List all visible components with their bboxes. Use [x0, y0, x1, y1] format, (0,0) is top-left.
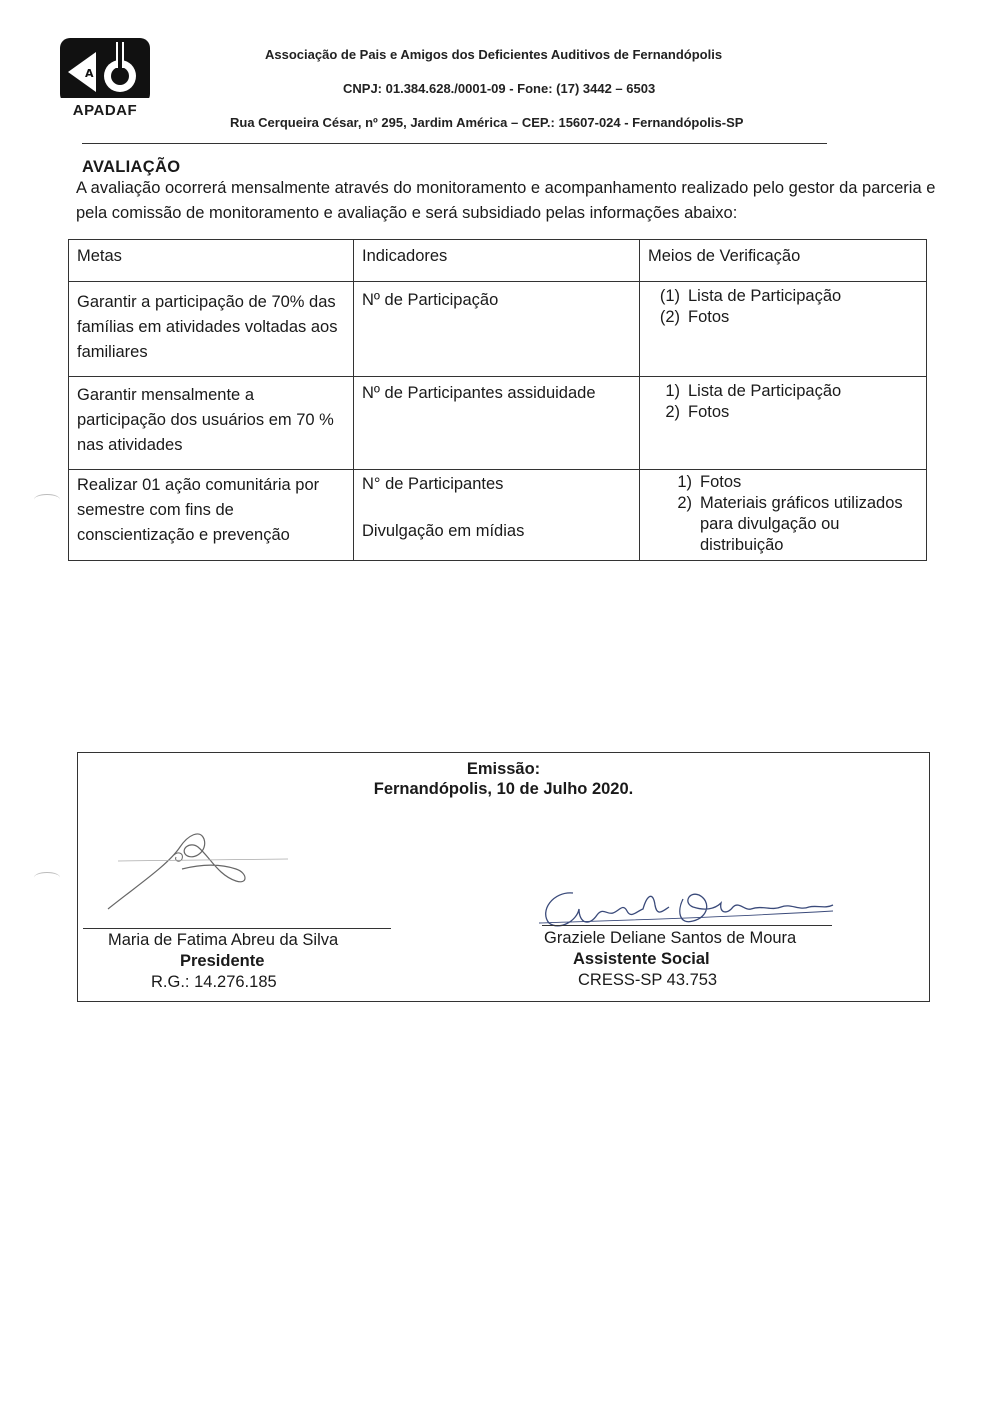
header-meios: Meios de Verificação [640, 240, 927, 282]
indicator-cell [354, 377, 640, 470]
meta-cell: Garantir a participação de 70% das famílias em atividades voltadas aos familiares [69, 282, 354, 377]
item-number: 1) [665, 382, 680, 400]
section-intro: A avaliação ocorrerá mensalmente através do monitoramento e acompanhamento realizado pelo gestor da parceria e pela comissão de monitoramento e avaliação e será subsidiado pelas informações abaixo: [76, 179, 936, 222]
item-number: (1) [659, 287, 680, 305]
item-text: Materiais gráficos utilizados para divulgação ou distribuição [700, 494, 903, 554]
indicator: N° de Participantes [362, 475, 504, 493]
list-item [640, 493, 918, 556]
signatory-role: Assistente Social [573, 950, 710, 968]
margin-mark [34, 494, 60, 505]
item-text: Lista de Participação [688, 382, 842, 400]
verification-list [648, 381, 918, 423]
signature-line [83, 928, 391, 929]
cnpj-phone-line: CNPJ: 01.384.628./0001-09 - Fone: (17) 3442 – 6503 [343, 81, 656, 96]
signatory-role: Presidente [180, 952, 265, 970]
item-text: Fotos [688, 403, 730, 421]
verification-list [640, 472, 918, 556]
table-row [69, 282, 927, 377]
table-row [69, 470, 927, 561]
signature-line [542, 925, 832, 926]
logo-wordmark: APADAF [72, 102, 138, 119]
list-item [648, 286, 918, 307]
table-header-row [69, 240, 927, 282]
emission-box [77, 752, 930, 1002]
table-row [69, 377, 927, 470]
signatory-name: Graziele Deliane Santos de Moura [544, 929, 797, 947]
meta-cell: Garantir mensalmente a participação dos usuários em 70 % nas atividades [69, 377, 354, 470]
list-item [648, 381, 918, 402]
item-text: Lista de Participação [688, 287, 842, 305]
item-text: Fotos [688, 308, 730, 326]
svg-text:A: A [85, 67, 94, 80]
indicator: Divulgação em mídias [362, 522, 525, 540]
signature-presidente [98, 825, 298, 915]
verification-cell [640, 470, 927, 561]
header-indicadores: Indicadores [354, 240, 640, 282]
emission-place-date: Fernandópolis, 10 de Julho 2020. [373, 780, 634, 798]
indicator: Nº de Participação [362, 291, 499, 309]
indicator-cell [354, 470, 640, 561]
list-item [648, 402, 918, 423]
header-metas: Metas [69, 240, 354, 282]
meta-cell: Realizar 01 ação comunitária por semestre com fins de conscientização e prevenção [69, 470, 354, 561]
signatory-id: CRESS-SP 43.753 [578, 971, 718, 989]
item-number: (2) [659, 308, 680, 326]
verification-list [648, 286, 918, 328]
signatory-id: R.G.: 14.276.185 [151, 973, 277, 991]
verification-cell [640, 377, 927, 470]
margin-mark [34, 872, 60, 883]
org-name: Associação de Pais e Amigos dos Deficientes Auditivos de Fernandópolis [265, 47, 723, 62]
indicator-cell [354, 282, 640, 377]
item-number: 2) [665, 403, 680, 421]
indicator: Nº de Participantes assiduidade [362, 384, 596, 402]
item-text: Fotos [700, 473, 742, 491]
item-number: 2) [677, 494, 692, 512]
address-line: Rua Cerqueira César, nº 295, Jardim América – CEP.: 15607-024 - Fernandópolis-SP [230, 115, 744, 130]
item-number: 1) [677, 473, 692, 491]
signatory-name: Maria de Fatima Abreu da Silva [108, 931, 339, 949]
header-divider [82, 143, 827, 144]
emission-title: Emissão: [466, 760, 541, 778]
verification-cell [640, 282, 927, 377]
list-item [640, 472, 918, 493]
goals-table [68, 239, 927, 561]
list-item [648, 307, 918, 328]
section-title: AVALIAÇÃO [82, 158, 181, 176]
